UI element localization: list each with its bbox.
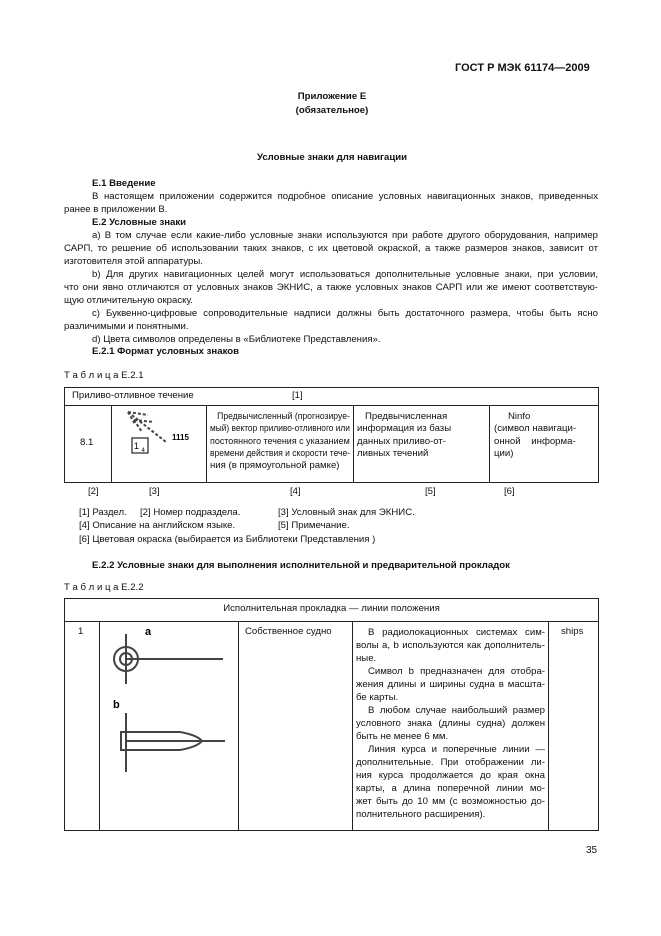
body-line: b) Для других навигационных целей могут использоваться дополнительные условные знаки, при условии, (92, 269, 598, 280)
body-line: В настоящем приложении содержится подробное описание условных навигационных знаков, приведенных (92, 191, 598, 202)
footnote: [2] Номер подраздела. (140, 507, 241, 518)
table1-caption: Т а б л и ц а Е.2.1 (64, 370, 144, 381)
symbol-label-b: b (113, 699, 120, 711)
body-line: d) Цвета символов определены в «Библиотеке Представления». (92, 334, 381, 345)
text-line: ния (в прямоугольной рамке) (210, 460, 340, 472)
text-line: времени действия и скорости тече- (210, 447, 351, 459)
body-line: что они явно отличаются от условных знаков ЭКНИС, а также условных знаков САРП или же имеют соответствую- (64, 282, 598, 293)
text-line: ные. (356, 653, 377, 664)
text-line: Предвычисленный (прогнозируе- (217, 411, 350, 422)
table2-note (356, 626, 545, 821)
table2-color: ships (561, 626, 584, 637)
table2-caption: Т а б л и ц а Е.2.2 (64, 582, 144, 593)
column-ref: [5] (425, 486, 436, 497)
table1-note (357, 411, 487, 460)
body-line: различимыми и понятными. (64, 321, 189, 332)
text-line: информация из базы (357, 423, 452, 435)
body-line: САРП, то решение об использовании таких знаков, с их цветовой окраской, а также размеров знаков, зависит от (64, 243, 598, 254)
text-line: (символ навигаци- (494, 423, 577, 435)
text-line: В радиолокационных системах сим- (368, 627, 545, 638)
text-line: полнительного расширения). (356, 809, 486, 820)
text-line: Линия курса и поперечные линии — (368, 744, 545, 755)
table1-section-ref: [1] (292, 390, 303, 401)
footnote: [4] Описание на английском языке. (79, 520, 236, 531)
text-line: ливных течений (357, 447, 429, 459)
appendix-status: (обязательное) (295, 105, 369, 116)
page-number: 35 (586, 845, 598, 856)
section-e1-title: Е.1 Введение (92, 178, 156, 189)
symbol-label-a: a (145, 626, 152, 638)
column-ref: [4] (290, 486, 301, 497)
text-line: Символ b предназначен для отобра- (368, 666, 545, 677)
body-line: щую отличительную окраску. (64, 295, 193, 306)
text-line: волы а, b используются как дополнитель- (356, 640, 545, 651)
text-line: карты, а длина поперечной линии мо- (356, 783, 545, 794)
text-line: Ninfo (508, 411, 531, 422)
footnote: [1] Раздел. (79, 507, 127, 518)
text-line: жения длины и ширины судна в масшта- (356, 679, 545, 690)
body-line: изготовителя этой аппаратуры. (64, 256, 203, 267)
body-line: ранее в приложении В. (64, 204, 168, 215)
text-line: условного знака (длины судна) должен (356, 718, 545, 729)
table1-description (210, 411, 350, 472)
section-e21-title: Е.2.1 Формат условных знаков (92, 346, 239, 357)
table1-section: Приливо-отливное течение (72, 390, 194, 401)
footnote: [3] Условный знак для ЭКНИС. (278, 507, 415, 518)
body-line: с) Буквенно-цифровые сопроводительные надписи должны быть достаточного размера, чтобы быть ясно (92, 308, 598, 319)
symbol-box-text: 1 (134, 441, 140, 451)
column-ref: [3] (149, 486, 160, 497)
text-line: мый) вектор приливо-отливного или (210, 423, 350, 435)
tidal-stream-symbol-icon (118, 408, 202, 458)
text-line: ния курса продолжается до края окна (356, 770, 545, 781)
own-ship-symbols-icon (105, 624, 235, 774)
section-e22-title: Е.2.2 Условные знаки для выполнения исполнительной и предварительной прокладок (92, 560, 510, 571)
text-line: В любом случае наибольший размер (368, 705, 545, 716)
text-line: онной информа- (494, 435, 576, 447)
text-line: Предвычисленная (365, 411, 448, 422)
table2-number: 1 (78, 626, 84, 637)
text-line: данных приливо-от- (357, 435, 446, 447)
text-line: жет быть до 10 мм (с возможностью до- (356, 796, 545, 807)
column-ref: [6] (504, 486, 515, 497)
standard-number: ГОСТ Р МЭК 61174—2009 (455, 62, 590, 74)
appendix-heading: Условные знаки для навигации (256, 152, 408, 163)
text-line: дополнительные. При отображении ли- (356, 757, 545, 768)
table2-description: Собственное судно (245, 626, 332, 637)
footnote: [6] Цветовая окраска (выбирается из Библиотеки Представления ) (79, 534, 376, 545)
section-e2-title: Е.2 Условные знаки (92, 217, 187, 228)
column-ref: [2] (88, 486, 99, 497)
table1-color (494, 411, 594, 460)
appendix-title: Приложение Е (297, 91, 367, 102)
symbol-speed-label: 1115 (172, 433, 189, 442)
symbol-box-subscript: 4 (141, 448, 145, 454)
text-line: ции) (494, 447, 514, 459)
text-line: быть не менее 6 мм. (356, 731, 449, 742)
table1-number: 8.1 (80, 437, 94, 448)
text-line: бе карты. (356, 692, 399, 703)
body-line: а) В том случае если какие-либо условные знаки используются при работе другого оборудования, например (92, 230, 598, 241)
footnote: [5] Примечание. (278, 520, 350, 531)
table2-section: Исполнительная прокладка — линии положения (223, 603, 440, 614)
text-line: постоянного течения с указанием (210, 435, 350, 447)
